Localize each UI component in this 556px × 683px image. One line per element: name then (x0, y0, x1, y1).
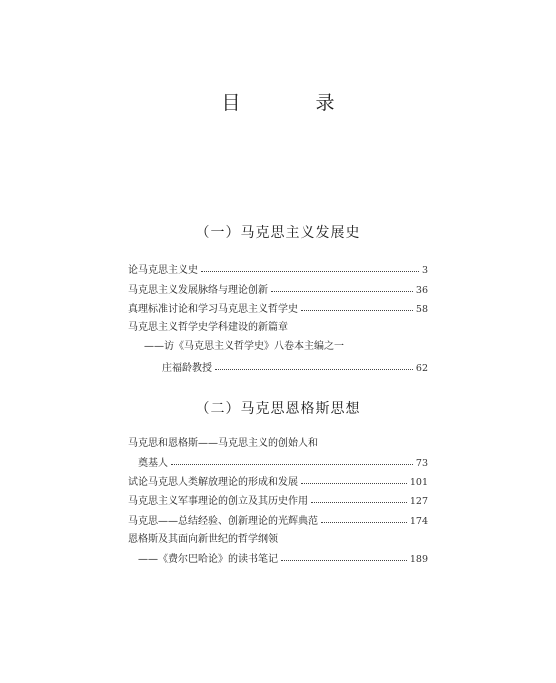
dot-leader (171, 454, 413, 465)
entry-title: 马克思——总结经验、创新理论的光辉典范 (128, 516, 318, 527)
toc-entry (128, 436, 428, 452)
toc-entry (128, 262, 428, 278)
page-title: 目 录 (221, 92, 363, 114)
entry-page-number: 189 (409, 554, 428, 565)
entry-page-number: 58 (415, 304, 428, 315)
entry-title: 试论马克思人类解放理论的形成和发展 (128, 477, 298, 488)
toc-entry (128, 301, 428, 317)
entry-title: 庄福龄教授 (162, 363, 212, 374)
toc-entry (138, 455, 428, 471)
dot-leader (301, 473, 407, 484)
entry-title: ——访《马克思主义哲学史》八卷本主编之一 (144, 341, 344, 352)
toc-entry (128, 532, 428, 548)
toc-entry (162, 360, 428, 376)
entry-page-number: 3 (421, 265, 428, 276)
toc-entry (128, 493, 428, 509)
dot-leader (271, 281, 413, 292)
entry-title: 马克思主义哲学史学科建设的新篇章 (128, 322, 288, 333)
toc-entry (144, 339, 428, 355)
section-heading-2: （二）马克思恩格斯思想 (195, 401, 361, 417)
entry-title: 马克思主义军事理论的创立及其历史作用 (128, 496, 308, 507)
toc-entry (128, 282, 428, 298)
entry-page-number: 101 (409, 477, 428, 488)
entry-title: 真理标准讨论和学习马克思主义哲学史 (128, 304, 298, 315)
toc-entry (128, 320, 428, 336)
section-heading-1: （一）马克思主义发展史 (195, 225, 361, 241)
entry-title: 马克思和恩格斯——马克思主义的创始人和 (128, 438, 318, 449)
dot-leader (321, 512, 407, 523)
toc-entry (128, 513, 428, 529)
dot-leader (215, 359, 413, 370)
entry-page-number: 127 (409, 496, 428, 507)
toc-entry (138, 551, 428, 567)
entry-page-number: 174 (409, 516, 428, 527)
dot-leader (301, 300, 413, 311)
entry-page-number: 36 (415, 285, 428, 296)
dot-leader (201, 261, 419, 272)
entry-title: 恩格斯及其面向新世纪的哲学纲领 (128, 534, 278, 545)
dot-leader (281, 550, 407, 561)
entry-title: 论马克思主义史 (128, 265, 198, 276)
toc-entry (128, 474, 428, 490)
entry-title: ——《费尔巴哈论》的读书笔记 (138, 554, 278, 565)
entry-title: 奠基人 (138, 458, 168, 469)
entry-page-number: 62 (415, 363, 428, 374)
entry-page-number: 73 (415, 458, 428, 469)
dot-leader (311, 492, 407, 503)
entry-title: 马克思主义发展脉络与理论创新 (128, 285, 268, 296)
